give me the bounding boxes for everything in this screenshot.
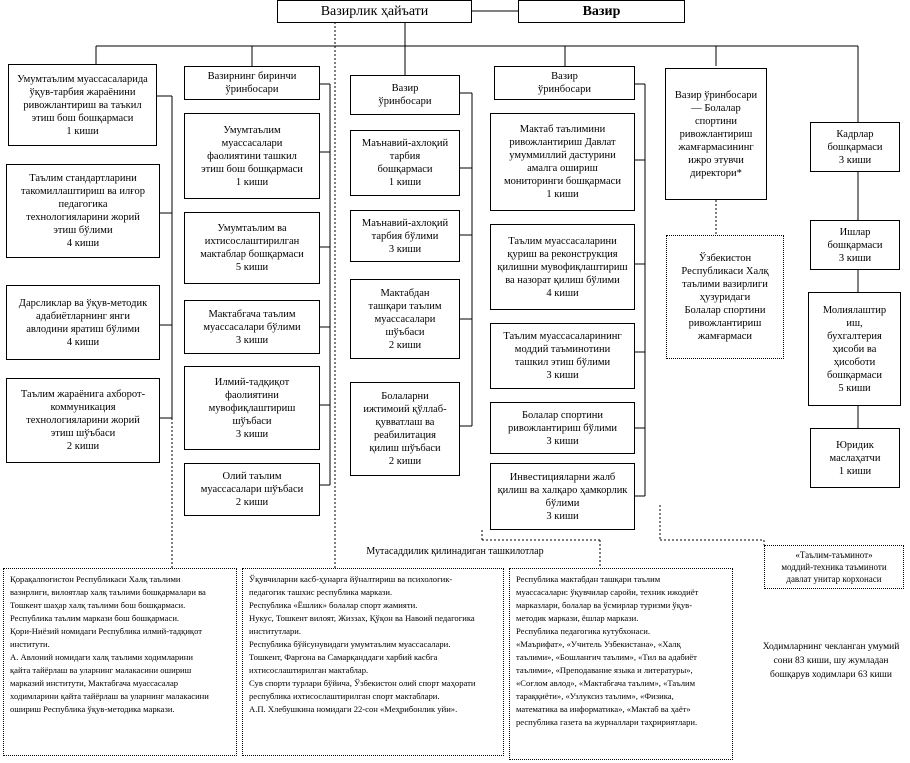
- text-line: муассасалари бўлими: [203, 321, 301, 333]
- text-line: Ходимларнинг чекланган умумий: [762, 642, 900, 652]
- text-line: ўринбосари: [378, 96, 432, 107]
- text-line: Кадрлар: [836, 128, 874, 140]
- text-line: 2 киши: [388, 456, 422, 467]
- investment-section-box: [490, 463, 635, 530]
- text-line: этиш бўлими: [53, 225, 113, 236]
- text-line: қувватлаш ва: [375, 417, 435, 428]
- text-line: технологияларини жорий: [26, 212, 140, 223]
- text-line: методик маркази, ёшлар маркази.: [516, 613, 639, 623]
- text-line: мувофиқлаштириш: [208, 402, 296, 414]
- text-line: «Таълим-таъминот»: [795, 550, 873, 560]
- text-line: Олий таълим: [222, 471, 282, 482]
- text-line: қайта тайёрлаш ва уларнинг малакасини ошириш: [10, 665, 192, 675]
- text-line: 3 киши: [838, 154, 872, 166]
- affairs-department-box: [810, 220, 900, 270]
- text-line: 1 киши: [838, 465, 872, 477]
- text-line: Инвестицияларни жалб: [509, 471, 616, 483]
- ict-section-box: [6, 378, 160, 463]
- text-line: бухгалтерия: [827, 330, 882, 342]
- text-line: такомиллаштириш ва илғор: [20, 186, 146, 197]
- text-line: ривожлантириш бўлими: [507, 422, 618, 434]
- text-line: вазирлиги, вилоятлар халқ таълими бошқармалари ва: [10, 587, 206, 597]
- text-line: 4 киши: [546, 287, 579, 299]
- text-line: маслаҳатчи: [829, 452, 881, 464]
- text-line: тарбия: [389, 151, 421, 162]
- text-line: спортини: [694, 115, 738, 127]
- text-line: бошқармаси: [827, 239, 883, 251]
- text-line: Умумтаълим: [223, 124, 281, 136]
- text-line: Вазир: [551, 71, 578, 82]
- text-line: реабилитация: [374, 430, 436, 441]
- text-line: Илмий-тадқиқот: [214, 376, 290, 388]
- text-line: Тошкент, Фарғона ва Самарқанддаги харбий касбга: [249, 652, 438, 662]
- text-line: Мактаб таълимини: [519, 124, 606, 135]
- text-line: этиш бош бошқармаси: [201, 163, 303, 175]
- construction-section-box: [490, 224, 635, 310]
- text-line: сони 83 киши, шу жумладан: [773, 656, 889, 666]
- text-line: 1 киши: [235, 176, 269, 188]
- text-line: технологияларини жорий: [26, 415, 140, 426]
- subordinate-title-text: Мутасаддилик қилинадиган ташкилотлар: [366, 546, 544, 557]
- text-line: Таълим муассасаларини: [508, 235, 617, 247]
- extracurricular-section-box: [350, 279, 460, 359]
- ministry-board-box: [277, 0, 472, 23]
- text-line: Тошкент шаҳар халқ таълими бош бошқармаси.: [10, 600, 186, 610]
- text-line: Таълим муассасаларининг: [503, 331, 622, 342]
- textbooks-section-box: [6, 285, 160, 360]
- text-line: ва назорат қилиш бўлими: [505, 274, 620, 286]
- text-line: таълими вазирлиги: [682, 278, 768, 290]
- text-line: «Маърифат», «Учитель Узбекистана», «Халқ: [516, 639, 681, 649]
- text-line: педагогик ташхис республика маркази.: [249, 587, 393, 597]
- text-line: Мактабдан: [380, 287, 430, 299]
- legal-adviser-box: [810, 428, 900, 488]
- text-line: 3 киши: [546, 435, 579, 447]
- subordinate-list-middle: [242, 568, 504, 756]
- deputy-minister-3-box: [494, 66, 635, 100]
- text-line: Юридик: [836, 439, 874, 451]
- text-line: Умумтаълим ва: [217, 223, 287, 234]
- text-line: шўъбаси: [385, 326, 425, 338]
- text-line: ихтисослаштирилган мактаблар.: [249, 665, 369, 675]
- text-line: Республика педагогика кутубхонаси.: [516, 626, 651, 636]
- text-line: Қорақалпоғистон Республикаси Халқ таълими: [10, 574, 181, 584]
- text-line: авлодини яратиш бўлими: [26, 323, 140, 335]
- text-line: 4 киши: [66, 238, 100, 249]
- text-line: 3 киши: [235, 428, 269, 440]
- text-line: ташқари таълим: [368, 300, 442, 312]
- talim-taminot-box: [764, 545, 904, 589]
- text-line: Республика бўйсунувидаги умумтаълим муассасалари.: [249, 639, 451, 649]
- text-line: этиш шўъбаси: [50, 428, 116, 439]
- subordinate-list-left: [3, 568, 237, 756]
- text-line: таълими», «Бошланғич таълим», «Тил ва адабиёт: [516, 652, 697, 662]
- text-line: Дарсликлар ва ўқув-методик: [18, 297, 148, 309]
- personnel-department-box: [810, 122, 900, 172]
- text-line: Мактабгача таълим: [208, 308, 296, 320]
- text-line: моддий-техника таъминоти: [781, 562, 887, 572]
- monitoring-department-box: [490, 113, 635, 211]
- text-line: 5 киши: [838, 382, 871, 394]
- text-line: Молиялаштир: [822, 304, 887, 316]
- text-line: амалга ошириш: [527, 163, 598, 174]
- text-line: Ишлар: [839, 226, 871, 238]
- text-line: Вазир ўринбосари: [674, 89, 758, 101]
- text-line: 1 киши: [546, 189, 579, 200]
- text-line: Қори-Ниёзий номидаги Республика илмий-тадқиқот: [10, 626, 203, 636]
- general-education-department-box: [8, 64, 157, 146]
- finance-department-box: [808, 292, 901, 406]
- text-line: Республика «Ёшлик» болалар спорт жамияти.: [249, 600, 418, 610]
- text-line: ҳисоби ва: [832, 343, 877, 355]
- minister-label: Вазир: [582, 4, 621, 19]
- text-line: Болалар спортини: [522, 409, 603, 421]
- text-line: мактаблар бошқармаси: [200, 249, 304, 260]
- text-line: математика ва информатика», «Мактаб ва ҳаёт»: [516, 704, 691, 714]
- text-line: тарбия бўлими: [371, 230, 439, 242]
- text-line: шўъбаси: [232, 415, 272, 427]
- text-line: муассасалари: ўқувчилар саройи, техник ижодиёт: [516, 587, 699, 597]
- staff-count-note: [756, 640, 906, 682]
- moral-education-department-box: [350, 130, 460, 196]
- higher-education-section-box: [184, 463, 320, 516]
- text-line: ривожлантириш ва таъкил: [23, 99, 142, 111]
- text-line: бошқармаси: [827, 141, 883, 153]
- text-line: моддий таъминотини: [514, 344, 611, 355]
- text-line: 2 киши: [388, 339, 422, 351]
- sport-fund-director-box: [665, 68, 767, 200]
- specialized-schools-department-box: [184, 212, 320, 284]
- text-line: Ўзбекистон: [698, 252, 752, 264]
- text-line: Республика таълим маркази бош бошқармаси.: [10, 613, 180, 623]
- text-line: ҳисоботи: [833, 356, 876, 368]
- text-line: бўлими: [545, 497, 580, 509]
- moral-education-section-box: [350, 210, 460, 262]
- text-line: этиш бош бошқармаси: [31, 112, 134, 124]
- text-line: 3 киши: [546, 510, 579, 522]
- text-line: ходимларини қайта тайёрлаш ва уларнинг малакасини: [10, 691, 209, 701]
- text-line: 3 киши: [546, 370, 579, 381]
- text-line: А.П. Хлебушкина номидаги 22-сон «Меҳрибонлик уйи».: [249, 704, 458, 714]
- text-line: мониторинги бошқармаси: [504, 176, 621, 187]
- text-line: ривожлантириш: [688, 317, 762, 329]
- text-line: қилишни мувофиқлаштириш: [497, 261, 628, 273]
- text-line: иш,: [846, 317, 863, 329]
- text-line: 3 киши: [388, 243, 422, 255]
- text-line: қилиш шўъбаси: [369, 443, 441, 454]
- text-line: ривожлантириш Давлат: [509, 137, 616, 148]
- text-line: ижро этувчи: [688, 154, 744, 166]
- text-line: марказлари, болалар ва ўсмирлар туризми ўқув-: [516, 600, 693, 610]
- text-line: институтлари.: [249, 626, 301, 636]
- text-line: ошириш Республика ўқув-методика маркази.: [10, 704, 175, 714]
- text-line: республика ихтисослаштирилган спорт мактаблари.: [249, 691, 440, 701]
- ministry-board-label: Вазирлик ҳайъати: [320, 4, 429, 19]
- text-line: ўринбосари: [225, 84, 279, 95]
- text-line: Республикаси Халқ: [681, 265, 769, 277]
- material-supply-section-box: [490, 323, 635, 389]
- text-line: бошқармаси: [826, 369, 883, 381]
- text-line: жамғармаси: [697, 330, 753, 342]
- text-line: Болаларни: [381, 391, 429, 402]
- minister-box: [518, 0, 685, 23]
- text-line: республика газета ва журналлари таҳририятлари.: [516, 717, 698, 727]
- subordinate-organizations-title: [330, 545, 580, 558]
- text-line: давлат унитар корхонаси: [786, 574, 882, 584]
- deputy-minister-2-box: [350, 75, 460, 115]
- text-line: институти.: [10, 639, 50, 649]
- subordinate-list-right: [509, 568, 733, 760]
- text-line: 3 киши: [838, 252, 872, 264]
- text-line: 3 киши: [235, 334, 269, 346]
- text-line: Маънавий-ахлоқий: [361, 217, 449, 229]
- social-support-section-box: [350, 382, 460, 476]
- text-line: Вазирнинг биринчи: [207, 71, 297, 82]
- text-line: тараққиёти», «Узлуксиз таълим», «Физика,: [516, 691, 674, 701]
- text-line: директори*: [690, 167, 742, 179]
- text-line: Вазир: [391, 83, 419, 94]
- standards-section-box: [6, 164, 160, 258]
- text-line: муассасалари: [374, 313, 436, 325]
- text-line: Болалар спортини: [684, 304, 766, 316]
- text-line: фаолиятини ташкил: [207, 150, 297, 162]
- text-line: умуммиллий дастурини: [509, 150, 616, 161]
- text-line: Маънавий-ахлоқий: [361, 138, 449, 149]
- text-line: Республика мактабдан ташқари таълим: [516, 574, 661, 584]
- children-sport-fund-box: [666, 235, 784, 359]
- text-line: ҳузуридаги: [699, 291, 751, 303]
- text-line: бошқарув ходимлари 63 киши: [770, 670, 892, 680]
- text-line: Таълим стандартларини: [29, 173, 137, 184]
- institutions-activity-department-box: [184, 113, 320, 199]
- text-line: «Соғлом авлод», «Мактабгача таълим», «Таълим: [516, 678, 696, 688]
- text-line: Ўқувчиларни касб-ҳунарга йўналтириш ва психологик-: [249, 574, 453, 584]
- text-line: 5 киши: [235, 262, 269, 273]
- text-line: ўринбосари: [538, 84, 591, 95]
- text-line: — Болалар: [691, 102, 741, 114]
- text-line: адабиётларнинг янги: [36, 310, 130, 322]
- children-sport-section-box: [490, 402, 635, 454]
- research-section-box: [184, 366, 320, 450]
- text-line: Нукус, Тошкент вилоят, Жиззах, Қўқон ва Навоий педагогика: [249, 613, 475, 623]
- text-line: марказий институти, Мактабгача муассасалар: [10, 678, 179, 688]
- text-line: жамғармасининг: [678, 141, 754, 153]
- text-line: қуриш ва реконструкция: [507, 248, 618, 260]
- text-line: педагогика: [58, 199, 108, 210]
- text-line: 2 киши: [235, 497, 269, 508]
- text-line: 4 киши: [66, 336, 100, 348]
- text-line: ўқув-тарбия жараёнини: [29, 86, 136, 98]
- text-line: ихтисослаштирилган: [204, 236, 300, 247]
- text-line: 2 киши: [66, 441, 100, 452]
- text-line: қилиш ва халқаро ҳамкорлик: [497, 484, 628, 496]
- text-line: Умумтаълим муассасаларида: [17, 73, 148, 85]
- first-deputy-box: [184, 66, 320, 100]
- text-line: муассасалари: [221, 137, 283, 149]
- text-line: А. Авлоний номидаги халқ таълими ходимларини: [10, 652, 193, 662]
- text-line: 1 киши: [388, 177, 422, 188]
- text-line: Таълим жараёнига ахборот-: [20, 389, 146, 400]
- text-line: бошқармаси: [377, 164, 433, 175]
- text-line: Сув спорти турлари бўйича, Ўзбекистон олий спорт маҳорати: [249, 678, 476, 688]
- text-line: ижтимоий қўллаб-: [363, 404, 447, 415]
- text-line: ташкил этиш бўлими: [514, 357, 611, 368]
- text-line: 1 киши: [66, 125, 99, 137]
- text-line: таълими», «Преподавание языка и литературы»,: [516, 665, 693, 675]
- text-line: коммуникация: [50, 402, 116, 413]
- text-line: фаолиятини: [225, 389, 279, 401]
- text-line: муассасалари шўъбаси: [200, 484, 304, 495]
- text-line: ривожлантириш: [679, 128, 753, 140]
- preschool-section-box: [184, 300, 320, 354]
